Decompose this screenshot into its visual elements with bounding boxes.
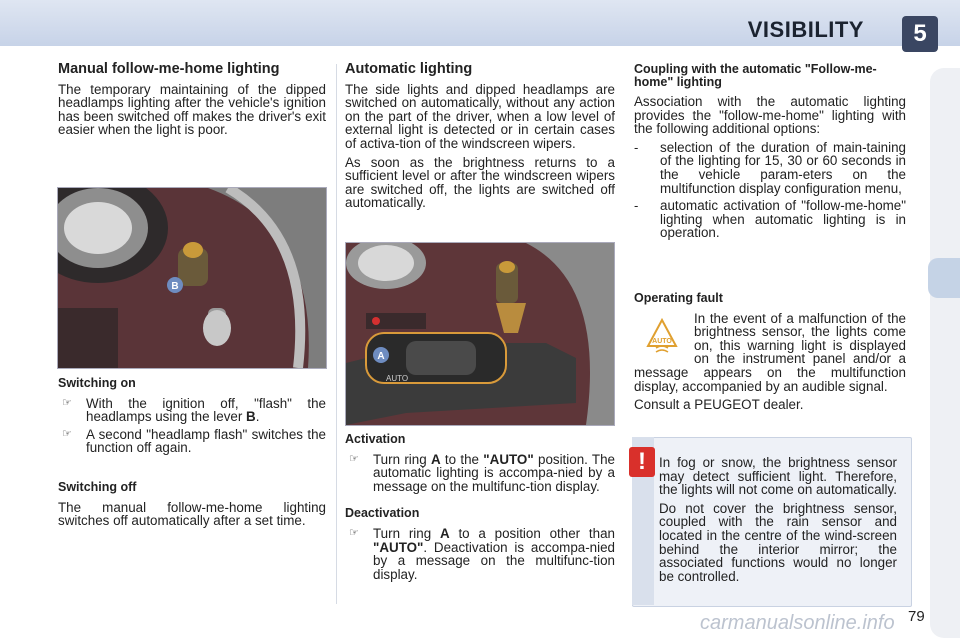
dashboard-photo-lever-b <box>57 187 327 369</box>
watermark: carmanualsonline.info <box>700 612 895 634</box>
ring-ref: A <box>439 525 450 541</box>
warning-text-2: Do not cover the brightness sensor, coupled with the rain sensor and located in the centre of the wind-screen behind the interior mirror; the associated functions would no longer be controlled. <box>659 500 897 584</box>
list-item <box>58 397 326 424</box>
dash-marker: - <box>634 139 639 155</box>
warning-text-block <box>659 456 897 588</box>
warning-text-1: In fog or snow, the brightness sensor may detect sufficient light. Therefore, the lights will not come on automatically. <box>659 455 897 498</box>
photo-label-a: A <box>377 351 385 362</box>
switching-on-heading: Switching on <box>58 376 136 390</box>
option-1: selection of the duration of main-taining of the lighting for 15, 30 or 60 seconds in the vehicle param-eters on the multifunction display configuration menu, <box>660 139 906 196</box>
coupling-heading: Coupling with the automatic "Follow-me-home" lighting <box>634 62 877 89</box>
middle-column-lower <box>345 433 615 585</box>
side-chapter-tab <box>930 68 960 638</box>
dash-marker: - <box>634 198 639 214</box>
activation-text-post: position. The automatic lighting is accompa-nied by a message on the multifunc-tion display. <box>373 451 615 494</box>
photo-label-b: B <box>171 281 179 292</box>
switching-off-heading: Switching off <box>58 479 137 494</box>
activation-text-mid: to the <box>440 451 484 467</box>
column-divider <box>336 64 337 604</box>
pointer-icon: ☞ <box>62 427 72 440</box>
left-column <box>58 63 326 142</box>
list-item <box>345 453 615 494</box>
pointer-icon: ☞ <box>62 396 72 409</box>
period: . <box>255 409 260 425</box>
middle-column <box>345 63 615 215</box>
chapter-number-badge: 5 <box>902 16 938 52</box>
auto-ref: "AUTO" <box>483 451 534 467</box>
fault-heading: Operating fault <box>634 291 723 305</box>
lever-illustration <box>346 243 614 425</box>
activation-text: Turn ring <box>373 451 431 467</box>
activation-heading: Activation <box>345 432 406 446</box>
option-2: automatic activation of "follow-me-home" lighting when automatic lighting is in operation. <box>660 198 906 241</box>
section-title-manual: Manual follow-me-home lighting <box>58 61 280 77</box>
auto-warning-light-icon <box>642 316 682 356</box>
auto-icon-label: AUTO <box>652 337 672 345</box>
pointer-icon: ☞ <box>349 526 359 539</box>
ring-ref: A <box>430 451 441 467</box>
consult-dealer: Consult a PEUGEOT dealer. <box>634 397 804 413</box>
automatic-para-1: The side lights and dipped headlamps are switched on automatically, without any action on the part of the driver, when a low level of external light is detected or in certain cases of activa-tion of the windscreen wipers. <box>345 81 615 151</box>
left-column-lower <box>58 377 326 533</box>
switching-off-text: The manual follow-me-home lighting switches off automatically after a set time. <box>58 499 326 529</box>
lever-ref: B <box>246 409 256 425</box>
chapter-title: VISIBILITY <box>747 17 864 42</box>
pointer-icon: ☞ <box>349 452 359 465</box>
fault-text: In the event of a malfunction of the brightness sensor, the lights come on, this warning light is displayed on the instrument panel and/or a message appears on the multifunction display, accompanied by an audible signal. <box>634 310 906 394</box>
fault-section <box>634 292 906 417</box>
deactivation-heading: Deactivation <box>345 506 420 521</box>
list-item <box>58 428 326 455</box>
dashboard-illustration <box>58 188 326 368</box>
switching-on-text: With the ignition off, "flash" the headlamps using the lever <box>86 395 326 425</box>
switching-on-text-2: A second "headlamp flash" switches the function off again. <box>86 426 326 456</box>
automatic-para-2: As soon as the brightness returns to a sufficient level or after the windscreen wipers are switched off, the lights are switched off automatically. <box>345 154 615 211</box>
deactivation-text: Turn ring <box>373 525 440 541</box>
section-title-automatic: Automatic lighting <box>345 61 473 77</box>
coupling-text: Association with the automatic lighting provides the "follow-me-home" lighting with the following additional options: <box>634 94 906 137</box>
manual-intro: The temporary maintaining of the dipped headlamps lighting after the vehicle's ignition has been switched off makes the driver's exit easier when the light is poor. <box>58 81 326 138</box>
warning-icon: ! <box>629 447 655 477</box>
list-item <box>634 199 906 240</box>
page-number: 79 <box>908 608 925 625</box>
list-item <box>634 141 906 195</box>
deactivation-text-mid: to a position other than <box>449 525 615 541</box>
ring-auto-label: AUTO <box>386 374 409 383</box>
list-item <box>345 527 615 581</box>
side-chapter-tab-active <box>928 258 960 298</box>
deactivation-text-post: . Deactivation is accompa-nied by a message on the multifunc-tion display. <box>373 539 615 582</box>
right-column <box>634 63 906 244</box>
auto-ref: "AUTO" <box>373 539 424 555</box>
dashboard-photo-ring-a <box>345 242 615 426</box>
